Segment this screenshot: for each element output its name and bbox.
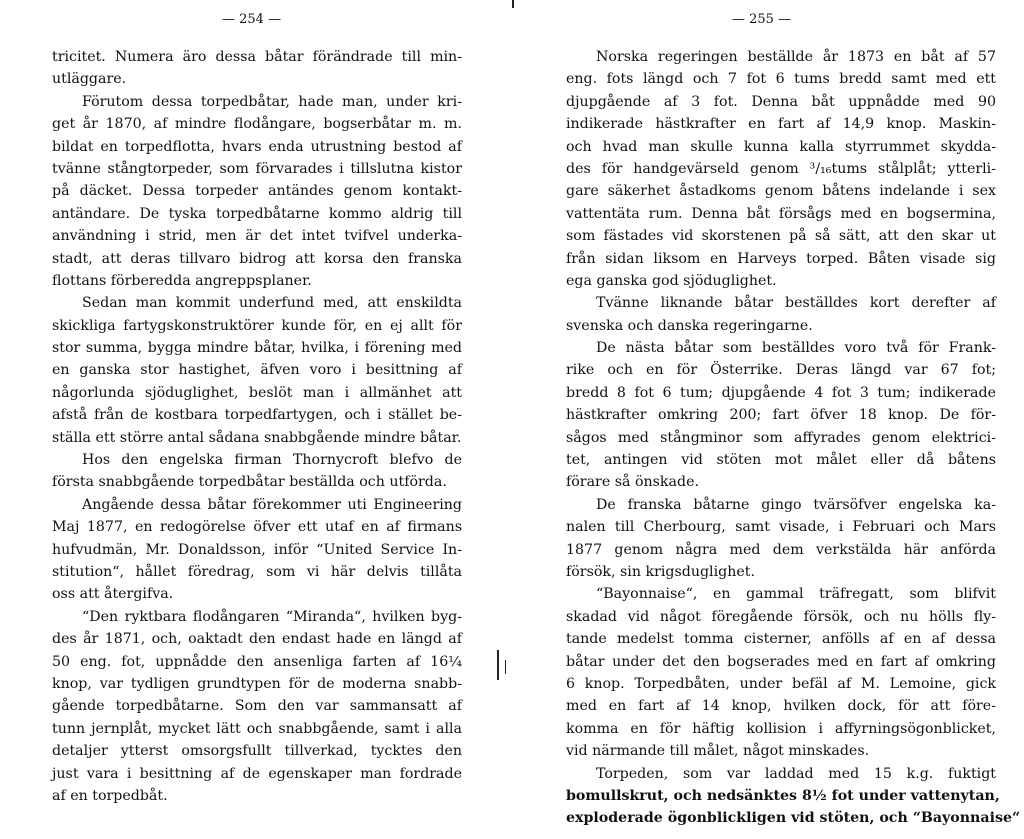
text-line: Hos den engelska firman Thornycroft blefvo de [82, 452, 462, 469]
text-line: oss att återgifva. [52, 586, 174, 603]
text-line: bildat en torpedflotta, hvars enda utrustning bestod af [52, 138, 462, 155]
text-line: nalen till Cherbourg, samt visade, i Februari och Mars [566, 519, 996, 536]
text-line: gare säkerhet åstadkoms genom båtens indelande i sex [566, 183, 996, 200]
text-line: utläggare. [52, 71, 127, 88]
page-number: — 255 — [732, 12, 792, 27]
gutter-mark [497, 650, 499, 680]
text-line: des för handgevärseld genom ³/₁₆tums stålplåt; ytterli- [566, 160, 996, 177]
text-line: bomullskrut, och nedsänktes 8½ fot under vattenytan, [566, 787, 1000, 804]
text-line: stadt, att deras tillvaro bidrog att korsa den franska [52, 250, 462, 267]
right-page [528, 0, 1024, 839]
text-line: en ganska stor hastighet, äfven voro i besittning af [52, 362, 462, 379]
text-line: rike och en för Österrike. Deras längd var 67 fot; [566, 362, 996, 379]
text-line: och hvad man skulle kunna kalla styrrummet skydda- [566, 138, 996, 155]
text-line: 50 eng. fot, uppnådde den ansenliga farten af 16¼ [52, 653, 462, 670]
text-line: De nästa båtar som beställdes voro två för Frank- [596, 340, 996, 357]
text-line: vid närmande till målet, något minskades. [566, 743, 870, 760]
text-line: bredd 8 fot 6 tum; djupgående 4 fot 3 tum; indikerade [566, 384, 996, 401]
text-line: af en torpedbåt. [52, 787, 168, 804]
text-line: tricitet. Numera äro dessa båtar förändrade till min- [52, 49, 462, 65]
text-line: stitution“, hållet föredrag, som vi här delvis tillåta [52, 563, 462, 580]
text-line: afstå från de kostbara torpedfartygen, och i stället be- [52, 407, 462, 424]
text-line: tunn jernplåt, mycket lätt och snabbgående, samt i alla [52, 720, 462, 737]
text-line: 1877 genom några med dem verkstälda här anförda [566, 541, 996, 558]
page-number: — 254 — [222, 12, 282, 27]
text-line: just vara i besittning af de egenskaper man fordrade [52, 765, 462, 782]
text-line: des år 1871, och, oaktadt den endast hade en längd af [52, 631, 462, 648]
text-line: ega ganska god sjöduglighet. [566, 272, 777, 289]
text-line: djupgående af 3 fot. Denna båt uppnådde med 90 [566, 93, 996, 110]
text-line: get år 1870, af mindre flodångare, bogserbåtar m. m. [52, 116, 462, 133]
text-line: med en fart af 14 knop, hvilken dock, för att före- [566, 698, 996, 715]
text-line: användning i strid, men är det intet tvifvel underka- [52, 228, 462, 245]
text-line: exploderade ögonblickligen vid stöten, och “Bayonnaise“ [566, 810, 1021, 827]
text-line: vattentäta rum. Denna båt försågs med en bogsermina, [566, 205, 996, 222]
text-line: försök, sin krigsduglighet. [566, 563, 755, 580]
gutter-mark [505, 660, 506, 674]
text-line: svenska och danska regeringarne. [566, 317, 813, 334]
text-line: förare så önskade. [566, 474, 699, 491]
text-line: komma en för häftig kollision i affyrningsögonblicket, [566, 720, 996, 737]
text-line: tvänne stångtorpeder, som förvarades i tillslutna kistor [52, 160, 462, 177]
left-page [0, 0, 496, 839]
text-line: skickliga fartygskonstruktörer kunde för, en ej allt för [52, 317, 462, 334]
text-line: tande medelst tomma cisterner, anfölls af en af dessa [566, 631, 996, 648]
text-line: Maj 1877, en redogörelse öfver ett utaf en af firmans [52, 519, 462, 536]
text-line: stor summa, bygga mindre båtar, hvilka, i förening med [52, 340, 462, 357]
text-line: hufvudmän, Mr. Donaldsson, inför “United Service In- [52, 541, 462, 558]
text-line: som fästades vid skorstenen på så sätt, att den skar ut [566, 228, 996, 245]
text-line: ställa ett större antal sådana snabbgående mindre båtar. [52, 429, 462, 446]
text-line: Sedan man kommit underfund med, att enskildta [82, 295, 462, 312]
gutter-mark [512, 0, 514, 8]
text-line: Torpeden, som var laddad med 15 k.g. fuktigt [596, 765, 996, 782]
text-line: någorlunda sjöduglighet, beslöt man i allmänhet att [52, 384, 462, 401]
text-line: eng. fots längd och 7 fot 6 tums bredd samt med ett [566, 71, 996, 88]
text-line: knop, var tydligen grundtypen för de moderna snabb- [52, 675, 462, 692]
text-line: De franska båtarne gingo tvärsöfver engelska ka- [596, 496, 996, 513]
text-line: “Den ryktbara flodångaren “Miranda“, hvilken byg- [82, 608, 462, 625]
text-line: från sidan liksom en Harveys torped. Båten visade sig [566, 250, 996, 267]
text-line: Angående dessa båtar förekommer uti Engineering [82, 496, 462, 513]
text-line: båtar under det den bogserades med en fart af omkring [566, 653, 996, 670]
text-line: hästkrafter omkring 200; fart öfver 18 knop. De för- [566, 407, 996, 424]
text-line: på däcket. Dessa torpeder antändes genom kontakt- [52, 183, 462, 200]
text-line: Norska regeringen beställde år 1873 en båt af 57 [596, 49, 996, 65]
text-line: tet, antingen vid stöten mot målet eller då båtens [566, 452, 996, 469]
text-line: indikerade hästkrafter en fart af 14,9 knop. Maskin- [566, 116, 996, 133]
text-line: detaljer ytterst omsorgsfullt tillverkad, tycktes den [52, 743, 462, 760]
text-line: “Bayonnaise“, en gammal träfregatt, som blifvit [596, 586, 996, 603]
text-line: 6 knop. Torpedbåten, under befäl af M. Lemoine, gick [566, 675, 996, 692]
text-line: skadad vid något föregående försök, och nu hölls fly- [566, 608, 996, 625]
text-line: Tvänne liknande båtar beställdes kort derefter af [596, 295, 996, 312]
text-line: gående torpedbåtarne. Som den var sammansatt af [52, 698, 462, 715]
text-line: antändare. De tyska torpedbåtarne kommo aldrig till [52, 205, 462, 222]
text-block [52, 46, 462, 807]
text-line: Förutom dessa torpedbåtar, hade man, under kri- [82, 93, 462, 110]
text-block [566, 46, 1021, 830]
text-line: sågos med stångminor som affyrades genom elektrici- [566, 429, 996, 446]
text-line: flottans förberedda angreppsplaner. [52, 272, 312, 289]
text-line: första snabbgående torpedbåtar beställda och utförda. [52, 474, 447, 491]
